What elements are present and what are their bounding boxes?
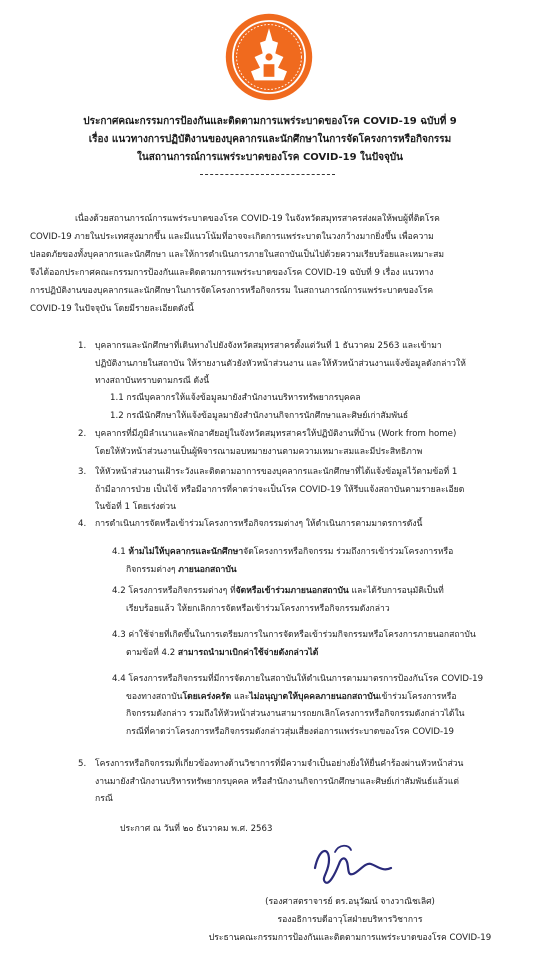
item-1-subitems xyxy=(110,390,520,425)
signer-name: (รองศาสตราจารย์ ดร.อนุวัฒน์ จางวาณิชเลิศ) xyxy=(265,897,435,907)
subitem-text: จัดโครงการหรือกิจกรรม ร่วมถึงการเข้าร่วมโครงการหรือ xyxy=(243,547,454,557)
intro-line: COVID-19 ภายในประเทศสูงมากขึ้น และมีแนวโน้มที่อาจจะเกิดการแพร่ระบาดในวงกว้างมากยิ่งขึ้น เพื่อความ xyxy=(30,232,434,242)
subitem-4-2 xyxy=(112,583,522,618)
item-line: ในข้อที่ 1 โดยเร่งด่วน xyxy=(95,502,176,512)
subitem-text: และได้รับการอนุมัติเป็นที่ xyxy=(348,586,444,596)
item-3-text xyxy=(95,464,525,517)
item-line: โดยให้หัวหน้าส่วนงานเป็นผู้พิจารณามอบหมายงานตามความเหมาะสมและมีประสิทธิภาพ xyxy=(95,446,423,457)
item-number: 1. xyxy=(78,341,87,351)
announcement-subject-cont: ในสถานการณ์การแพร่ระบาดของโรค COVID-19 ในปัจจุบัน xyxy=(137,152,403,163)
subitem-bold: สามารถนำมาเบิกค่าใช้จ่ายดังกล่าวได้ xyxy=(177,647,319,658)
item-1-text xyxy=(95,338,525,391)
subitem-bold: ห้ามไม่ให้บุคลากรและนักศึกษา xyxy=(128,547,244,557)
item-line: งานมายังสำนักงานบริหารทรัพยากรบุคคล หรือสำนักงานกิจการนักศึกษาและศิษย์เก่าสัมพันธ์แล้วแต่ xyxy=(95,776,460,787)
subitem-text: เรียบร้อยแล้ว ให้ยกเลิกการจัดหรือเข้าร่วมโครงการหรือกิจกรรมดังกล่าว xyxy=(126,603,390,614)
subitem-4-1 xyxy=(112,544,522,579)
subitem-bold: จัดหรือเข้าร่วมภายนอกสถาบัน xyxy=(235,586,349,596)
subitem-1-1: 1.1 กรณีบุคลากรให้แจ้งข้อมูลมายังสำนักงานบริหารทรัพยากรบุคคล xyxy=(110,393,361,403)
item-4-text xyxy=(95,516,525,534)
subitem-text: 4.1 xyxy=(112,547,129,557)
intro-line: COVID-19 ในปัจจุบัน โดยมีรายละเอียดดังนี้ xyxy=(30,304,194,314)
intro-line: ปลอดภัยของทั้งบุคลากรและนักศึกษา และให้การดำเนินการภายในสถาบันเป็นไปด้วยความเรียบร้อยและเหมาะสม xyxy=(30,250,445,260)
subitem-text: กิจกรรมดังกล่าว รวมถึงให้หัวหน้าส่วนงานสามารถยกเลิกโครงการหรือกิจกรรมดังกล่าวได้ใน xyxy=(126,709,465,719)
intro-paragraph xyxy=(30,210,520,318)
item-line: บุคลากรและนักศึกษาที่เดินทางไปยังจังหวัดสมุทรสาครตั้งแต่วันที่ 1 ธันวาคม 2563 และเข้ามา xyxy=(95,341,442,351)
item-line: การดำเนินการจัดหรือเข้าร่วมโครงการหรือกิจกรรมต่างๆ ให้ดำเนินการตามมาตรการดังนี้ xyxy=(95,519,423,529)
subitem-text: กิจกรรมต่างๆ xyxy=(126,564,179,575)
signer-position: รองอธิการบดีอาวุโสฝ่ายบริหารวิชาการ xyxy=(277,915,423,925)
item-line xyxy=(95,756,525,774)
item-line: ปฏิบัติงานภายในสถาบัน ให้รายงานตัวยังหัวหน้าส่วนงาน และให้หัวหน้าส่วนงานแจ้งข้อมูลดังกล่าวให้ xyxy=(95,358,466,369)
item-line-text: โครงการหรือกิจกรรมที่เกี่ยวข้องทางด้านวิชาการที่มีความจำเป็นอย่างยิ่งให้ยื่นคำร้องผ่านหัวหน้าส่วน xyxy=(95,759,464,769)
intro-line: เนื่องด้วยสถานการณ์การแพร่ระบาดของโรค COVID-19 ในจังหวัดสมุทรสาครส่งผลให้พบผู้ที่ติดโรค xyxy=(75,214,440,224)
subitem-bold: ไม่อนุญาตให้บุคคลภายนอกสถาบัน xyxy=(249,691,379,702)
item-number: 3. xyxy=(78,467,87,477)
announcement-title: ประกาศคณะกรรมการป้องกันและติดตามการแพร่ระบาดของโรค COVID-19 ฉบับที่ 9 xyxy=(83,116,457,127)
subitem-text: กรณีที่คาดว่าโครงการหรือกิจกรรมดังกล่าวสุ่มเสี่ยงต่อการแพร่ระบาดของโรค COVID-19 xyxy=(126,726,455,737)
subitem-text: ตามข้อที่ 4.2 xyxy=(126,647,178,658)
handwritten-signature xyxy=(305,838,395,888)
item-line: ให้หัวหน้าส่วนงานเฝ้าระวังและติดตามอาการของบุคลากรและนักศึกษาที่ได้แจ้งข้อมูลไว้ตามข้อที่ 1 xyxy=(95,467,458,477)
subitem-text: เข้าร่วมโครงการหรือ xyxy=(378,691,457,702)
item-2-text xyxy=(95,426,525,461)
subitem-4-3 xyxy=(112,627,522,662)
announcement-date: ประกาศ ณ วันที่ ๒๐ ธันวาคม พ.ศ. 2563 xyxy=(120,824,273,834)
signer-role: ประธานคณะกรรมการป้องกันและติดตามการแพร่ระบาดของโรค COVID-19 xyxy=(208,933,492,943)
subitem-text: และ xyxy=(231,691,250,702)
item-number: 5. xyxy=(78,759,87,769)
item-line: บุคลากรที่มีภูมิลำเนาและพักอาศัยอยู่ในจังหวัดสมุทรสาครให้ปฏิบัติงานที่บ้าน (Work from home) xyxy=(95,429,457,439)
subitem-text: 4.3 ค่าใช้จ่ายที่เกิดขึ้นในการเตรียมการในการจัดหรือเข้าร่วมกิจกรรมหรือโครงการภายนอกสถาบัน xyxy=(112,630,476,640)
subitem-text: 4.4 โครงการหรือกิจกรรมที่มีการจัดภายในสถาบันให้ดำเนินการตามมาตรการป้องกันโรค COVID-19 xyxy=(112,674,484,684)
subitem-1-2: 1.2 กรณีนักศึกษาให้แจ้งข้อมูลมายังสำนักงานกิจการนักศึกษาและศิษย์เก่าสัมพันธ์ xyxy=(110,410,409,421)
item-line: กรณี xyxy=(95,794,113,804)
item-line: ทางสถาบันทราบตามกรณี ดังนี้ xyxy=(95,376,210,386)
item-line: ถ้ามีอาการป่วย เป็นไข้ หรือมีอาการที่คาดว่าจะเป็นโรค COVID-19 ให้รีบแจ้งสถาบันตามรายละเอียด xyxy=(95,484,465,495)
subitem-bold: โดยเคร่งครัด xyxy=(182,691,232,702)
intro-line: การปฏิบัติงานของบุคลากรและนักศึกษาในการจัดโครงการหรือกิจกรรม ในสถานการณ์การแพร่ระบาดของโรค xyxy=(30,286,434,296)
item-number: 2. xyxy=(78,429,87,439)
subitem-4-4 xyxy=(112,671,522,741)
subitem-text: ของทางสถาบัน xyxy=(126,691,183,702)
subitem-bold: ภายนอกสถาบัน xyxy=(178,564,237,575)
institute-seal-logo xyxy=(224,12,314,102)
title-divider xyxy=(200,174,335,175)
item-number: 4. xyxy=(78,519,87,529)
subitem-text: 4.2 โครงการหรือกิจกรรมต่างๆ ที่ xyxy=(112,586,236,596)
item-5-text xyxy=(95,756,525,809)
announcement-subject: เรื่อง แนวทางการปฏิบัติงานของบุคลากรและนักศึกษาในการจัดโครงการหรือกิจกรรม xyxy=(88,134,452,145)
intro-line: จึงได้ออกประกาศคณะกรรมการป้องกันและติดตามการแพร่ระบาดของโรค COVID-19 ฉบับที่ 9 เรื่อง แนวทาง xyxy=(30,268,434,278)
